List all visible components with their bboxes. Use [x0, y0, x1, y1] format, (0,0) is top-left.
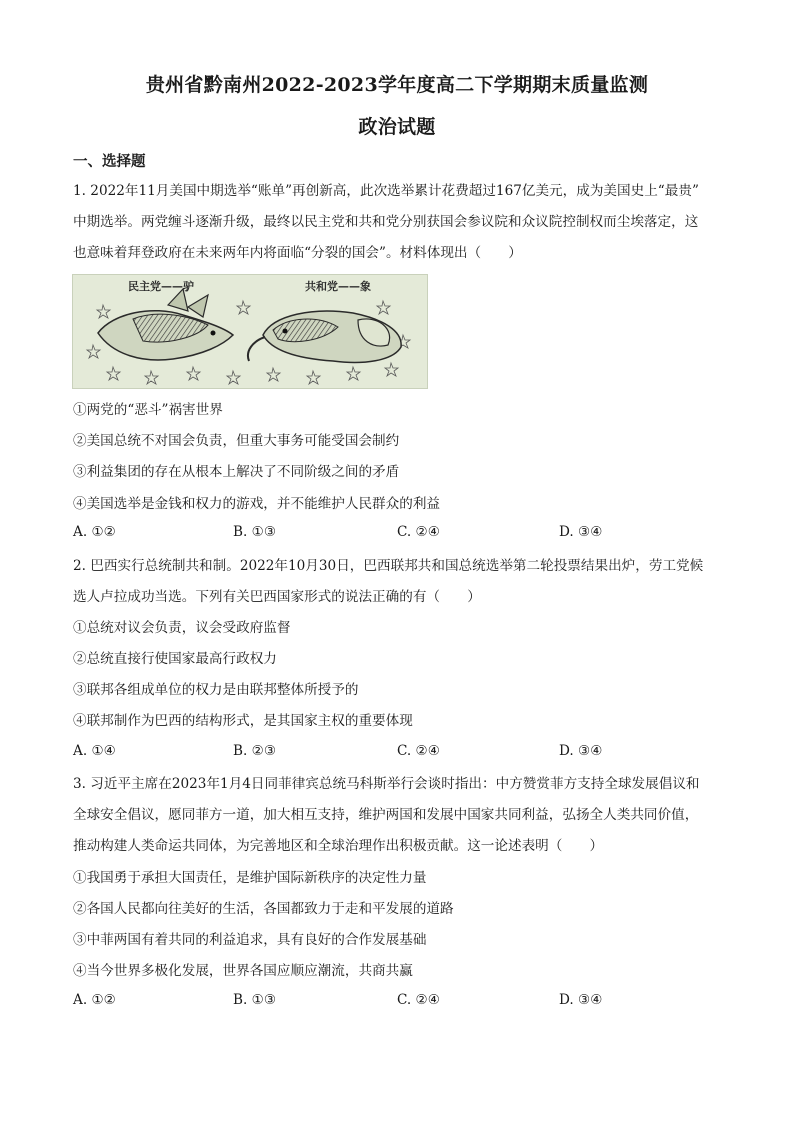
- q3-option-2: ②各国人民都向往美好的生活，各国都致力于走和平发展的道路: [73, 901, 454, 917]
- q2-choices: [73, 743, 723, 763]
- q3-choice-a[interactable]: A. ①②: [73, 992, 116, 1008]
- q2-choice-b[interactable]: B. ②③: [233, 743, 277, 759]
- exam-subtitle: 政治试题: [358, 116, 436, 138]
- q2-option-1: ①总统对议会负责，议会受政府监督: [73, 620, 291, 636]
- q3-choices: [73, 992, 723, 1012]
- q3-stem-line-1: 3. 习近平主席在2023年1月4日同菲律宾总统马科斯举行会谈时指出：中方赞赏菲方支持全球发展倡议和: [73, 776, 700, 792]
- exam-title: 贵州省黔南州2022-2023学年度高二下学期期末质量监测: [145, 74, 649, 96]
- q2-option-4: ④联邦制作为巴西的结构形式，是其国家主权的重要体现: [73, 713, 413, 729]
- q1-option-3: ③利益集团的存在从根本上解决了不同阶级之间的矛盾: [73, 464, 400, 480]
- q2-stem-line-2: 选人卢拉成功当选。下列有关巴西国家形式的说法正确的有（ ）: [73, 589, 481, 605]
- q3-choice-b[interactable]: B. ①③: [233, 992, 277, 1008]
- q1-choice-b[interactable]: B. ①③: [233, 524, 277, 540]
- q1-choice-a[interactable]: A. ①②: [73, 524, 116, 540]
- q1-choice-c[interactable]: C. ②④: [397, 524, 440, 540]
- q3-choice-d[interactable]: D. ③④: [559, 992, 603, 1008]
- q2-choice-c[interactable]: C. ②④: [397, 743, 440, 759]
- q3-option-1: ①我国勇于承担大国责任，是维护国际新秩序的决定性力量: [73, 870, 427, 886]
- q1-stem-line-2: 中期选举。两党缠斗逐渐升级，最终以民主党和共和党分别获国会参议院和众议院控制权而尘埃落定，这: [73, 214, 699, 230]
- q3-stem-line-2: 全球安全倡议，愿同菲方一道，加大相互支持，维护两国和发展中国家共同利益，弘扬全人类共同价值，: [73, 807, 699, 823]
- q3-choice-c[interactable]: C. ②④: [397, 992, 440, 1008]
- q3-option-3: ③中菲两国有着共同的利益追求，具有良好的合作发展基础: [73, 932, 427, 948]
- q1-choice-d[interactable]: D. ③④: [559, 524, 603, 540]
- q2-option-2: ②总统直接行使国家最高行政权力: [73, 651, 277, 667]
- q1-choices: [73, 524, 723, 544]
- q1-option-2: ②美国总统不对国会负责，但重大事务可能受国会制约: [73, 433, 400, 449]
- q2-choice-a[interactable]: A. ①④: [73, 743, 116, 759]
- q3-option-4: ④当今世界多极化发展，世界各国应顺应潮流，共商共赢: [73, 963, 413, 979]
- cartoon-caption-republican: 共和党——象: [305, 280, 371, 293]
- donkey-illustration: [98, 289, 233, 360]
- cartoon-caption-democrat: 民主党——驴: [128, 280, 194, 293]
- section-heading: 一、选择题: [73, 154, 146, 170]
- q1-stem-line-3: 也意味着拜登政府在未来两年内将面临“分裂的国会”。材料体现出（ ）: [73, 245, 522, 261]
- elephant-illustration: [248, 311, 401, 362]
- q1-option-1: ①两党的“恶斗”祸害世界: [73, 402, 223, 418]
- q3-stem-line-3: 推动构建人类命运共同体，为完善地区和全球治理作出积极贡献。这一论述表明（ ）: [73, 838, 604, 854]
- q1-option-4: ④美国选举是金钱和权力的游戏，并不能维护人民群众的利益: [73, 496, 441, 512]
- political-cartoon-image: [72, 274, 428, 389]
- q2-option-3: ③联邦各组成单位的权力是由联邦整体所授予的: [73, 682, 359, 698]
- q2-choice-d[interactable]: D. ③④: [559, 743, 603, 759]
- q1-stem-line-1: 1. 2022年11月美国中期选举“账单”再创新高，此次选举累计花费超过167亿美元，成为美国史上“最贵”: [73, 183, 699, 199]
- q2-stem-line-1: 2. 巴西实行总统制共和制。2022年10月30日，巴西联邦共和国总统选举第二轮投票结果出炉，劳工党候: [73, 558, 704, 574]
